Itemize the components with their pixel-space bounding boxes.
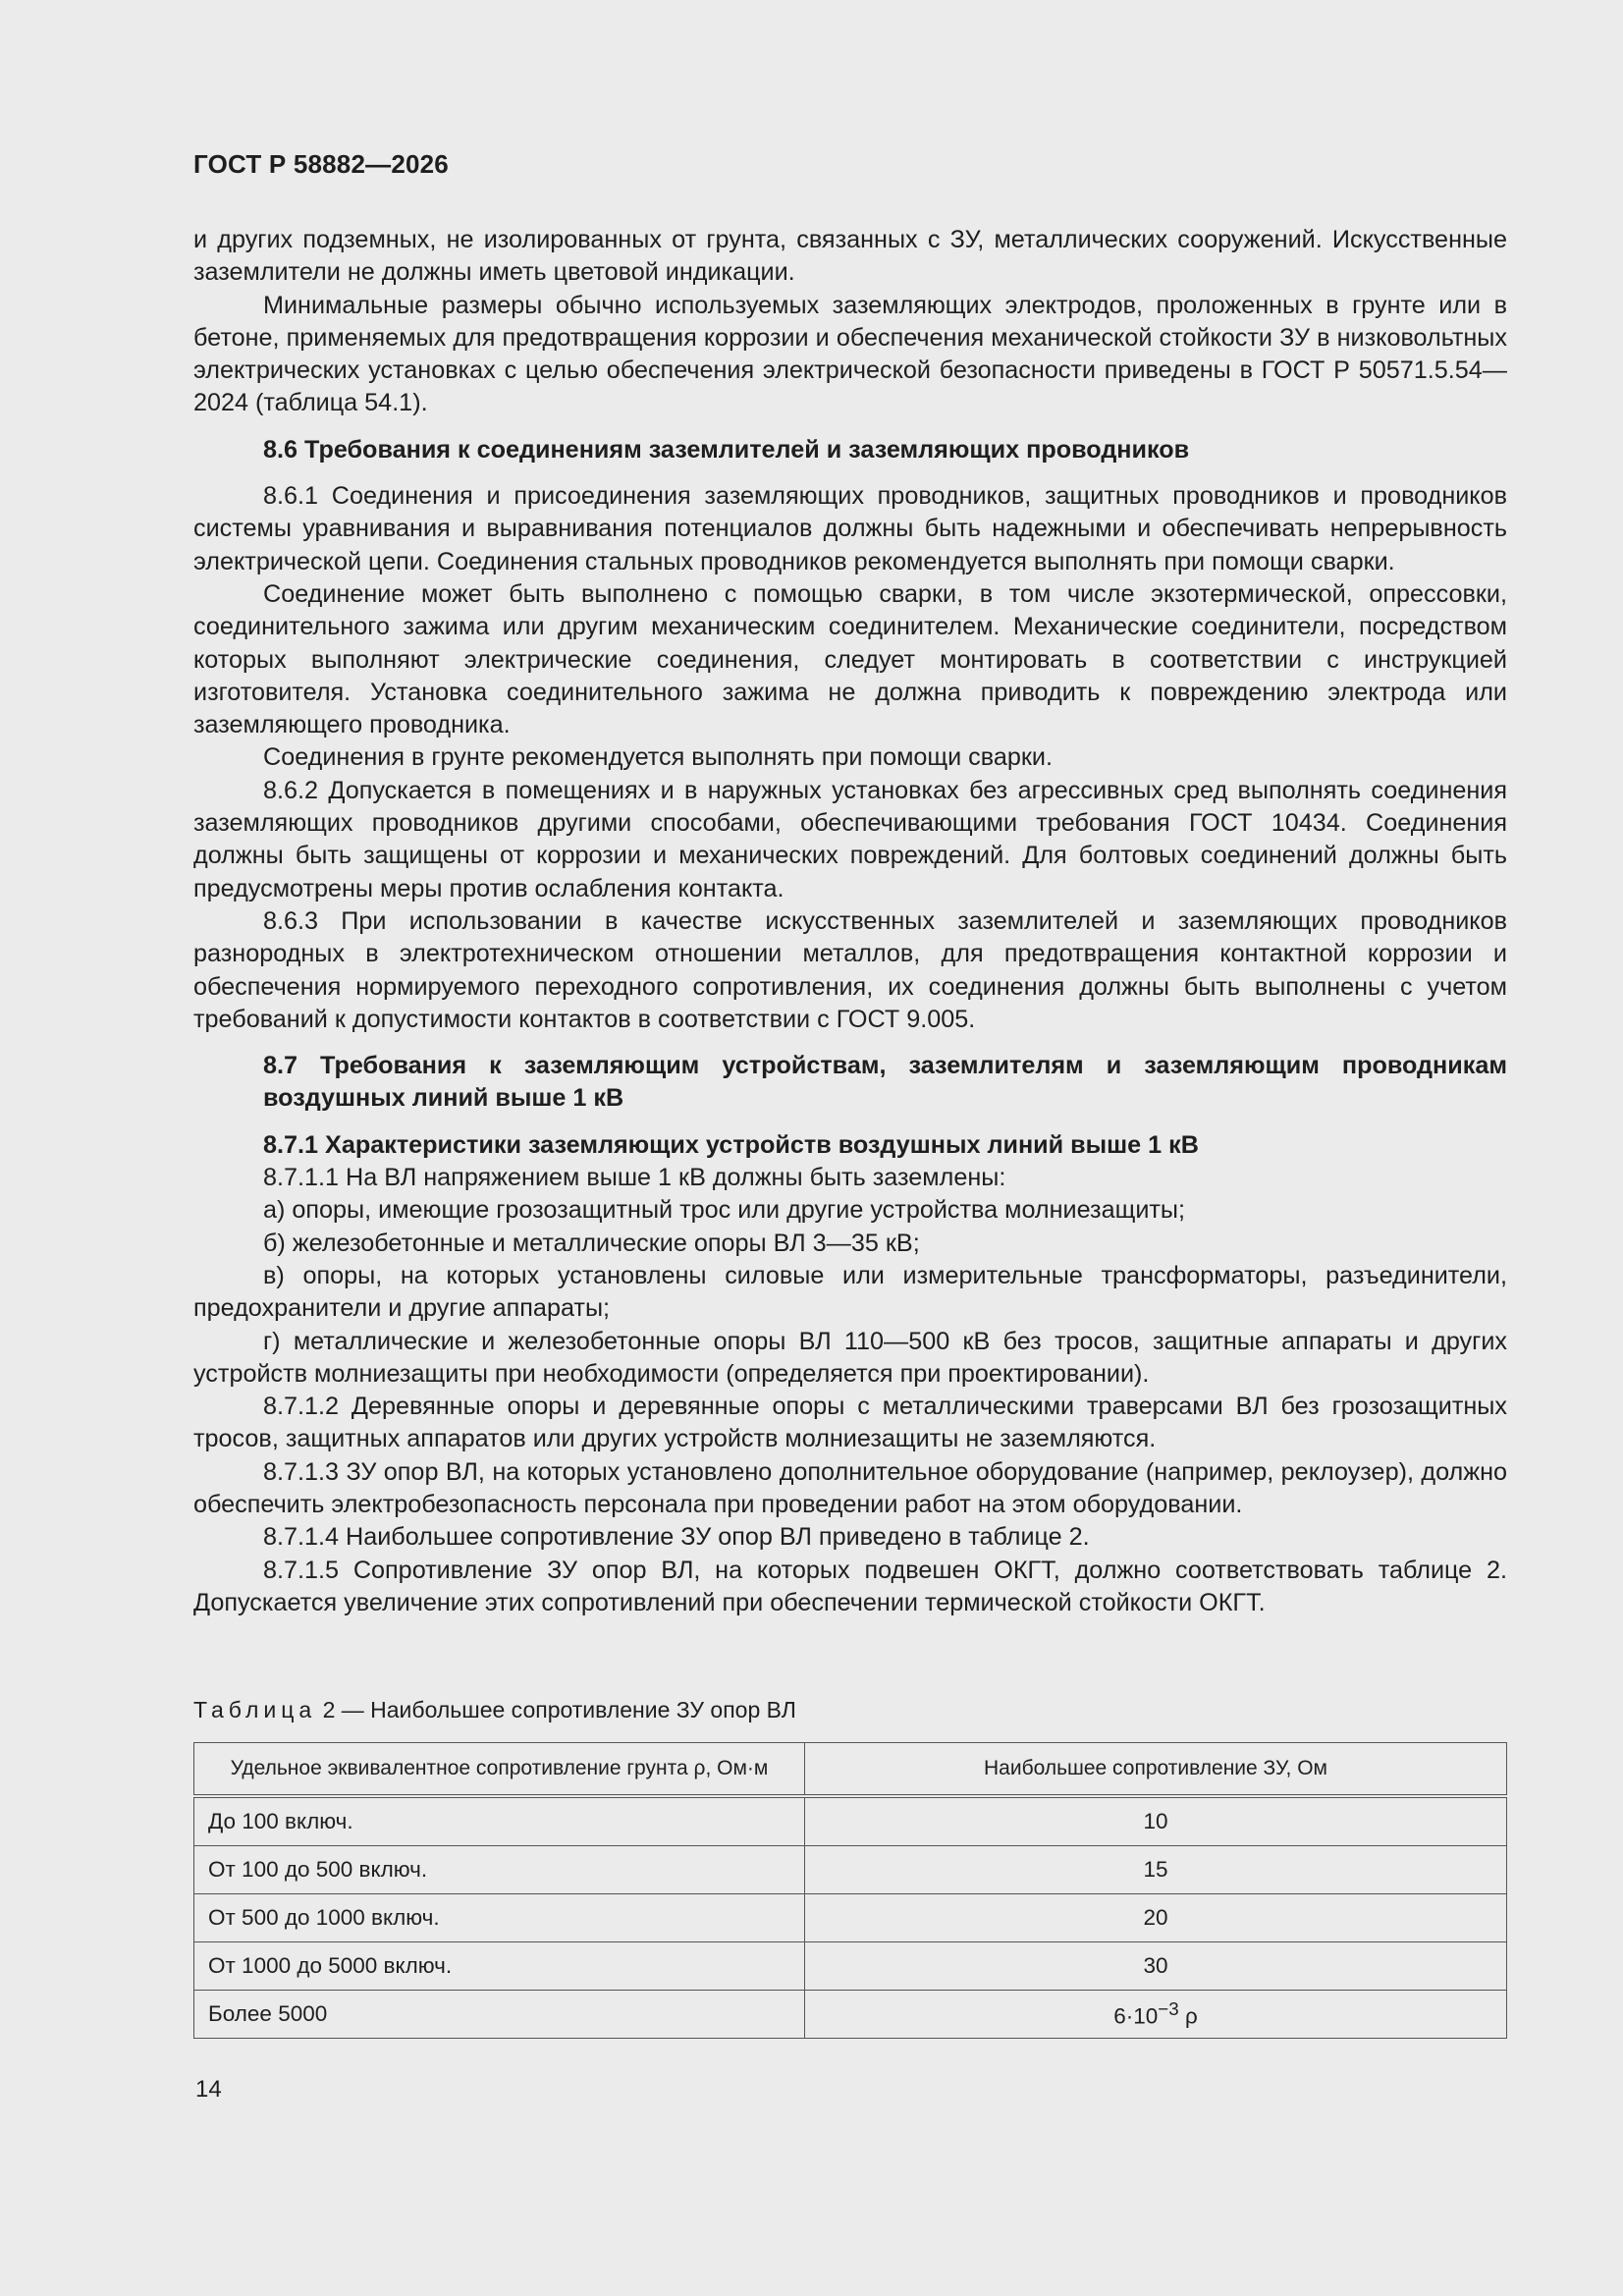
paragraph: и других подземных, не изолированных от грунта, связанных с ЗУ, металлических сооружений. Искусственные заземлители не должны иметь цветовой индикации. (193, 226, 1507, 287)
list-item: а) опоры, имеющие грозозащитный трос или другие устройства молниезащиты; (263, 1196, 1186, 1225)
paragraph-8-7-1-5: 8.7.1.5 Сопротивление ЗУ опор ВЛ, на которых подвешен ОКГТ, должно соответствовать таблице 2. Допускается увеличение этих сопротивлений при обеспечении термической стойкости ОКГТ. (193, 1556, 1507, 1616)
table-cell: 10 (805, 1796, 1507, 1846)
paragraph: Соединения в грунте рекомендуется выполнять при помощи сварки. (263, 743, 1053, 772)
paragraph-8-7-1-1: 8.7.1.1 На ВЛ напряжением выше 1 кВ должны быть заземлены: (263, 1164, 1006, 1192)
table-cell: От 1000 до 5000 включ. (194, 1942, 805, 1991)
table-cell: 30 (805, 1942, 1507, 1991)
table-header-cell: Удельное эквивалентное сопротивление грунта ρ, Ом·м (194, 1743, 805, 1797)
table-header-cell: Наибольшее сопротивление ЗУ, Ом (805, 1743, 1507, 1797)
formula-exponent: −3 (1158, 1998, 1179, 2020)
paragraph: Минимальные размеры обычно используемых заземляющих электродов, проложенных в грунте или в бетоне, применяемых для предотвращения коррозии и обеспечения механической стойкости ЗУ в низковольтных электрических установках с целью обеспечения электрической безопасности приведены в ГОСТ Р 50571.5.54—2024 (таблица 54.1). (193, 291, 1507, 417)
document-code: ГОСТ Р 58882—2026 (193, 149, 449, 179)
section-heading-8-6: 8.6 Требования к соединениям заземлителей и заземляющих проводников (263, 435, 1190, 464)
table-caption-text: 2 — Наибольшее сопротивление ЗУ опор ВЛ (316, 1697, 796, 1722)
table-row (194, 1942, 1507, 1991)
formula-tail: ρ (1178, 2003, 1198, 2029)
table-row (194, 1991, 1507, 2039)
list-item: б) железобетонные и металлические опоры ВЛ 3—35 кВ; (263, 1229, 920, 1257)
body-text (193, 224, 1507, 1619)
list-item: г) металлические и железобетонные опоры ВЛ 110—500 кВ без тросов, защитные аппараты и других устройств молниезащиты при необходимости (определяется при проектировании). (193, 1327, 1507, 1388)
resistance-table (193, 1742, 1507, 2039)
section-heading-8-7: 8.7 Требования к заземляющим устройствам, заземлителям и заземляющим проводникам воздушных линий выше 1 кВ (263, 1052, 1507, 1113)
subsection-heading-8-7-1: 8.7.1 Характеристики заземляющих устройств воздушных линий выше 1 кВ (263, 1130, 1199, 1159)
table-cell: 15 (805, 1846, 1507, 1894)
paragraph-8-7-1-4: 8.7.1.4 Наибольшее сопротивление ЗУ опор ВЛ приведено в таблице 2. (263, 1523, 1090, 1552)
table-cell: 20 (805, 1894, 1507, 1942)
table-cell: Более 5000 (194, 1991, 805, 2039)
paragraph-8-7-1-3: 8.7.1.3 ЗУ опор ВЛ, на которых установлено дополнительное оборудование (например, реклоузер), должно обеспечить электробезопасность персонала при проведении работ на этом оборудовании. (193, 1457, 1507, 1518)
paragraph-8-7-1-2: 8.7.1.2 Деревянные опоры и деревянные опоры с металлическими траверсами ВЛ без грозозащитных тросов, защитных аппаратов или других устройств молниезащиты не заземляются. (193, 1393, 1507, 1453)
table-cell: От 500 до 1000 включ. (194, 1894, 805, 1942)
table-cell: От 100 до 500 включ. (194, 1846, 805, 1894)
table-caption-label: Таблица (193, 1697, 317, 1722)
table-row (194, 1846, 1507, 1894)
table-row (194, 1796, 1507, 1846)
paragraph-8-6-2: 8.6.2 Допускается в помещениях и в наружных установках без агрессивных сред выполнять соединения заземляющих проводников другими способами, обеспечивающими требования ГОСТ 10434. Соединения должны быть защищены от коррозии и механических повреждений. Для болтовых соединений должны быть предусмотрены меры против ослабления контакта. (193, 776, 1507, 902)
table-cell: До 100 включ. (194, 1796, 805, 1846)
page-number: 14 (195, 2076, 222, 2103)
formula-base: 6·10 (1113, 2003, 1159, 2029)
table-cell-formula (805, 1991, 1507, 2039)
paragraph-8-6-3: 8.6.3 При использовании в качестве искусственных заземлителей и заземляющих проводников разнородных в электротехническом отношении металлов, для предотвращения контактной коррозии и обеспечения нормируемого переходного сопротивления, их соединения должны быть выполнены с учетом требований к допустимости контактов в соответствии с ГОСТ 9.005. (193, 906, 1507, 1033)
paragraph: Соединение может быть выполнено с помощью сварки, в том числе экзотермической, опрессовки, соединительного зажима или другим механическим соединителем. Механические соединители, посредством которых выполняют электрические соединения, следует монтировать в соответствии с инструкцией изготовителя. Установка соединительного зажима не должна приводить к повреждению электрода или заземляющего проводника. (193, 579, 1507, 739)
table-caption (193, 1697, 796, 1723)
table-row (194, 1894, 1507, 1942)
list-item: в) опоры, на которых установлены силовые или измерительные трансформаторы, разъединители, предохранители и другие аппараты; (193, 1261, 1507, 1323)
table-header-row (194, 1743, 1507, 1797)
paragraph-8-6-1: 8.6.1 Соединения и присоединения заземляющих проводников, защитных проводников и проводников системы уравнивания и выравнивания потенциалов должны быть надежными и обеспечивать непрерывность электрической цепи. Соединения стальных проводников рекомендуется выполнять при помощи сварки. (193, 482, 1507, 575)
